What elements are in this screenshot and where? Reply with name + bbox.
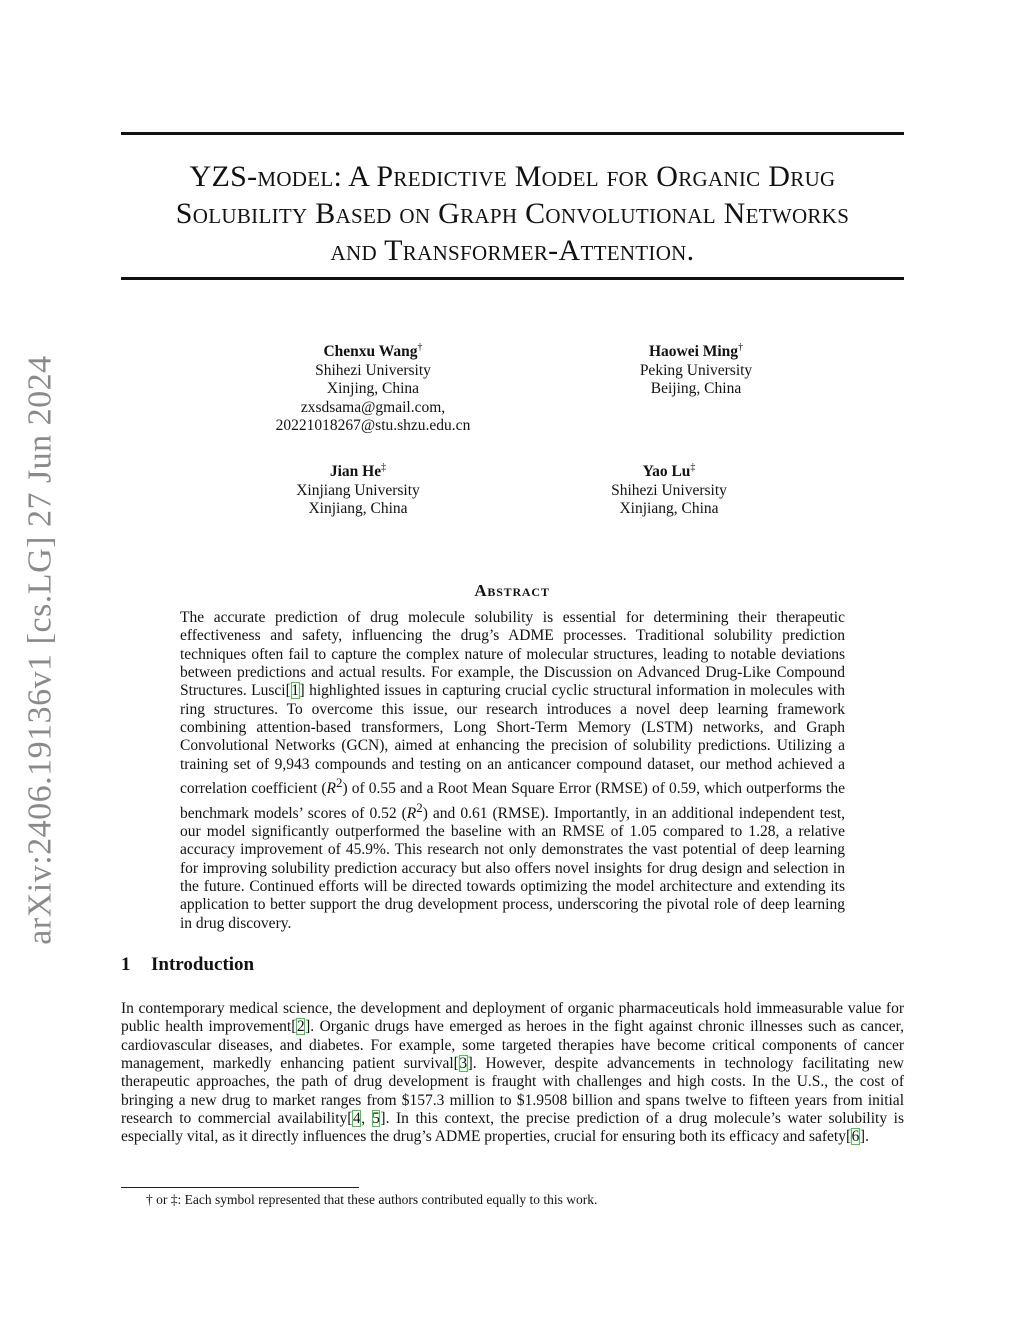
author-affiliation: Shihezi University bbox=[611, 481, 727, 499]
footnote-rule bbox=[121, 1187, 359, 1188]
r-squared-symbol: R bbox=[406, 804, 417, 822]
body-segment: . In this context, the precise prediction of a drug molecule’s water solubility is especially vital, as it directly influences the drug’s ADME properties, crucial for ensuring both its efficacy and safety bbox=[121, 1110, 904, 1146]
title-line-3: and Transformer-Attention. bbox=[330, 234, 695, 267]
abstract-segment: ) and 0.61 (RMSE). Importantly, in an additional independent test, our model significantly outperformed the baseline with an RMSE of 1.05 compared to 1.28, a relative accuracy improvement of 45.9%. This research not only demonstrates the vast potential of deep learning for improving solubility prediction accuracy but also offers novel insights for drug design and selection in the future. Continued efforts will be directed towards optimizing the model architecture and extending its application to better support the drug development process, underscoring the pivotal role of deep learning in drug discovery. bbox=[180, 804, 845, 932]
author-email: 20221018267@stu.shzu.edu.cn bbox=[275, 417, 471, 435]
author-affiliation: Shihezi University bbox=[315, 361, 431, 379]
citation-link[interactable]: 6 bbox=[851, 1128, 860, 1146]
author-block-2 bbox=[596, 339, 796, 399]
author-name: Jian He bbox=[329, 463, 382, 481]
abstract-segment: highlighted issues in capturing crucial cyclic structural information in molecules with ring structures. To overcome this issue, our research introduces a novel deep learning framework combining attention-based transformers, Long Short-Term Memory (LSTM) networks, and Graph Convolutional Networks (GCN), aimed at enhancing the precision of solubility predictions. Utilizing a training set of 9,943 compounds and testing on an anticancer compound dataset, our method achieved a correlation coefficient ( bbox=[180, 682, 845, 798]
abstract-segment: The accurate prediction of drug molecule solubility is essential for determining their therapeutic effectiveness and safety, influencing the drug’s ADME processes. Traditional solubility prediction techniques often fail to capture the complex nature of molecular structures, leading to notable deviations between predictions and actual results. For example, the Discussion on Advanced Drug-Like Compound Structures. Lusci bbox=[180, 609, 845, 700]
citation-link[interactable]: 2 bbox=[296, 1018, 305, 1036]
arxiv-id: arXiv:2406.19136v1 [cs.LG] 27 Jun 2024 bbox=[22, 355, 60, 945]
paper-title bbox=[121, 158, 904, 269]
author-mark: † bbox=[417, 342, 423, 353]
footnote: † or ‡: Each symbol represented that these authors contributed equally to this work. bbox=[146, 1192, 598, 1207]
citation-link[interactable]: 5 bbox=[372, 1110, 380, 1128]
body-segment: . bbox=[865, 1128, 869, 1146]
body-segment: . Organic drugs have emerged as heroes in the fight against chronic illnesses such as cancer, cardiovascular diseases, and diabetes. For example, some targeted therapies have become critical components of cancer management, markedly enhancing patient survival bbox=[121, 1018, 905, 1073]
author-location: Xinjiang, China bbox=[308, 500, 408, 518]
author-block-4 bbox=[569, 459, 769, 519]
citation-link[interactable]: 3 bbox=[459, 1055, 468, 1073]
section-heading-introduction bbox=[121, 954, 254, 976]
author-location: Beijing, China bbox=[650, 380, 742, 398]
author-name: Chenxu Wang bbox=[323, 343, 418, 361]
title-line-2: Solubility Based on Graph Convolutional Networks bbox=[175, 197, 850, 230]
citation-link[interactable]: 1 bbox=[291, 682, 300, 700]
title-line-1: YZS-model: A Predictive Model for Organic Drug bbox=[189, 160, 836, 193]
section-title: Introduction bbox=[151, 954, 255, 975]
author-name: Haowei Ming bbox=[648, 343, 739, 361]
title-rule-bottom bbox=[121, 277, 904, 280]
title-rule-top bbox=[121, 132, 904, 135]
r-squared-symbol: R bbox=[326, 780, 337, 798]
abstract-heading: Abstract bbox=[474, 581, 550, 600]
body-segment: . However, despite advancements in technology facilitating new therapeutic approaches, the path of drug development is fraught with challenges and high costs. In the U.S., the cost of bringing a new drug to market ranges from $157.3 million to $1.9508 billion and spans twelve to fifteen years from initial research to commercial availability bbox=[121, 1055, 904, 1128]
abstract-segment: ) of 0.55 and a Root Mean Square Error (RMSE) of 0.59, which outperforms the benchmark models’ scores of 0.52 ( bbox=[180, 780, 845, 822]
introduction-paragraph: In contemporary medical science, the development and deployment of organic pharmaceuticals hold immeasurable value for public health improvement[2]. Organic drugs have emerged as heroes in the fight against chronic illnesses such as cancer, cardiovascular diseases, and diabetes. For example, some targeted therapies have become critical components of cancer management, markedly enhancing patient survival[3]. However, despite advancements in technology facilitating new therapeutic approaches, the path of drug development is fraught with challenges and high costs. In the U.S., the cost of bringing a new drug to market ranges from $157.3 million to $1.9508 billion and spans twelve to fifteen years from initial research to commercial availability[4, 5]. In this context, the precise prediction of a drug molecule’s water solubility is especially vital, as it directly influences the drug’s ADME properties, crucial for ensuring both its efficacy and safety[6]. bbox=[121, 1000, 905, 1146]
body-segment: In contemporary medical science, the development and deployment of organic pharmaceuticals hold immeasurable value for public health improvement bbox=[121, 1000, 904, 1036]
author-mark: † bbox=[738, 342, 744, 353]
author-affiliation: Xinjiang University bbox=[296, 481, 420, 499]
author-name: Yao Lu bbox=[642, 463, 691, 481]
abstract-text: The accurate prediction of drug molecule solubility is essential for determining their therapeutic effectiveness and safety, influencing the drug’s ADME processes. Traditional solubility prediction techniques often fail to capture the complex nature of molecular structures, leading to notable deviations between predictions and actual results. For example, the Discussion on Advanced Drug-Like Compound Structures. Lusci[1] highlighted issues in capturing crucial cyclic structural information in molecules with ring structures. To overcome this issue, our research introduces a novel deep learning framework combining attention-based transformers, Long Short-Term Memory (LSTM) networks, and Graph Convolutional Networks (GCN), aimed at enhancing the precision of solubility predictions. Utilizing a training set of 9,943 compounds and testing on an anticancer compound dataset, our method achieved a correlation coefficient $(R^2)$ of 0.55 and a Root Mean Square Error (RMSE) of 0.59, which outperforms the benchmark models’ scores of 0.52 $(R^2)$ and 0.61 (RMSE). Importantly, in an additional independent test, our model significantly outperformed the baseline with an RMSE of 1.05 compared to 1.28, a relative accuracy improvement of 45.9%. This research not only demonstrates the vast potential of deep learning for improving solubility prediction accuracy but also offers novel insights for drug design and selection in the future. Continued efforts will be directed towards optimizing the model architecture and extending its application to better support the drug development process, underscoring the pivotal role of deep learning in drug discovery. bbox=[180, 609, 845, 932]
author-email: zxsdsama@gmail.com, bbox=[300, 398, 446, 416]
author-mark: ‡ bbox=[690, 462, 696, 473]
author-location: Xinjing, China bbox=[326, 380, 420, 398]
author-block-1 bbox=[248, 339, 498, 436]
arxiv-sidebar-stamp bbox=[16, 355, 66, 945]
author-affiliation: Peking University bbox=[639, 361, 753, 379]
author-mark: ‡ bbox=[381, 462, 387, 473]
citation-link[interactable]: 4 bbox=[352, 1110, 361, 1128]
author-location: Xinjiang, China bbox=[619, 500, 719, 518]
author-block-3 bbox=[258, 459, 458, 519]
section-number: 1 bbox=[121, 954, 131, 975]
